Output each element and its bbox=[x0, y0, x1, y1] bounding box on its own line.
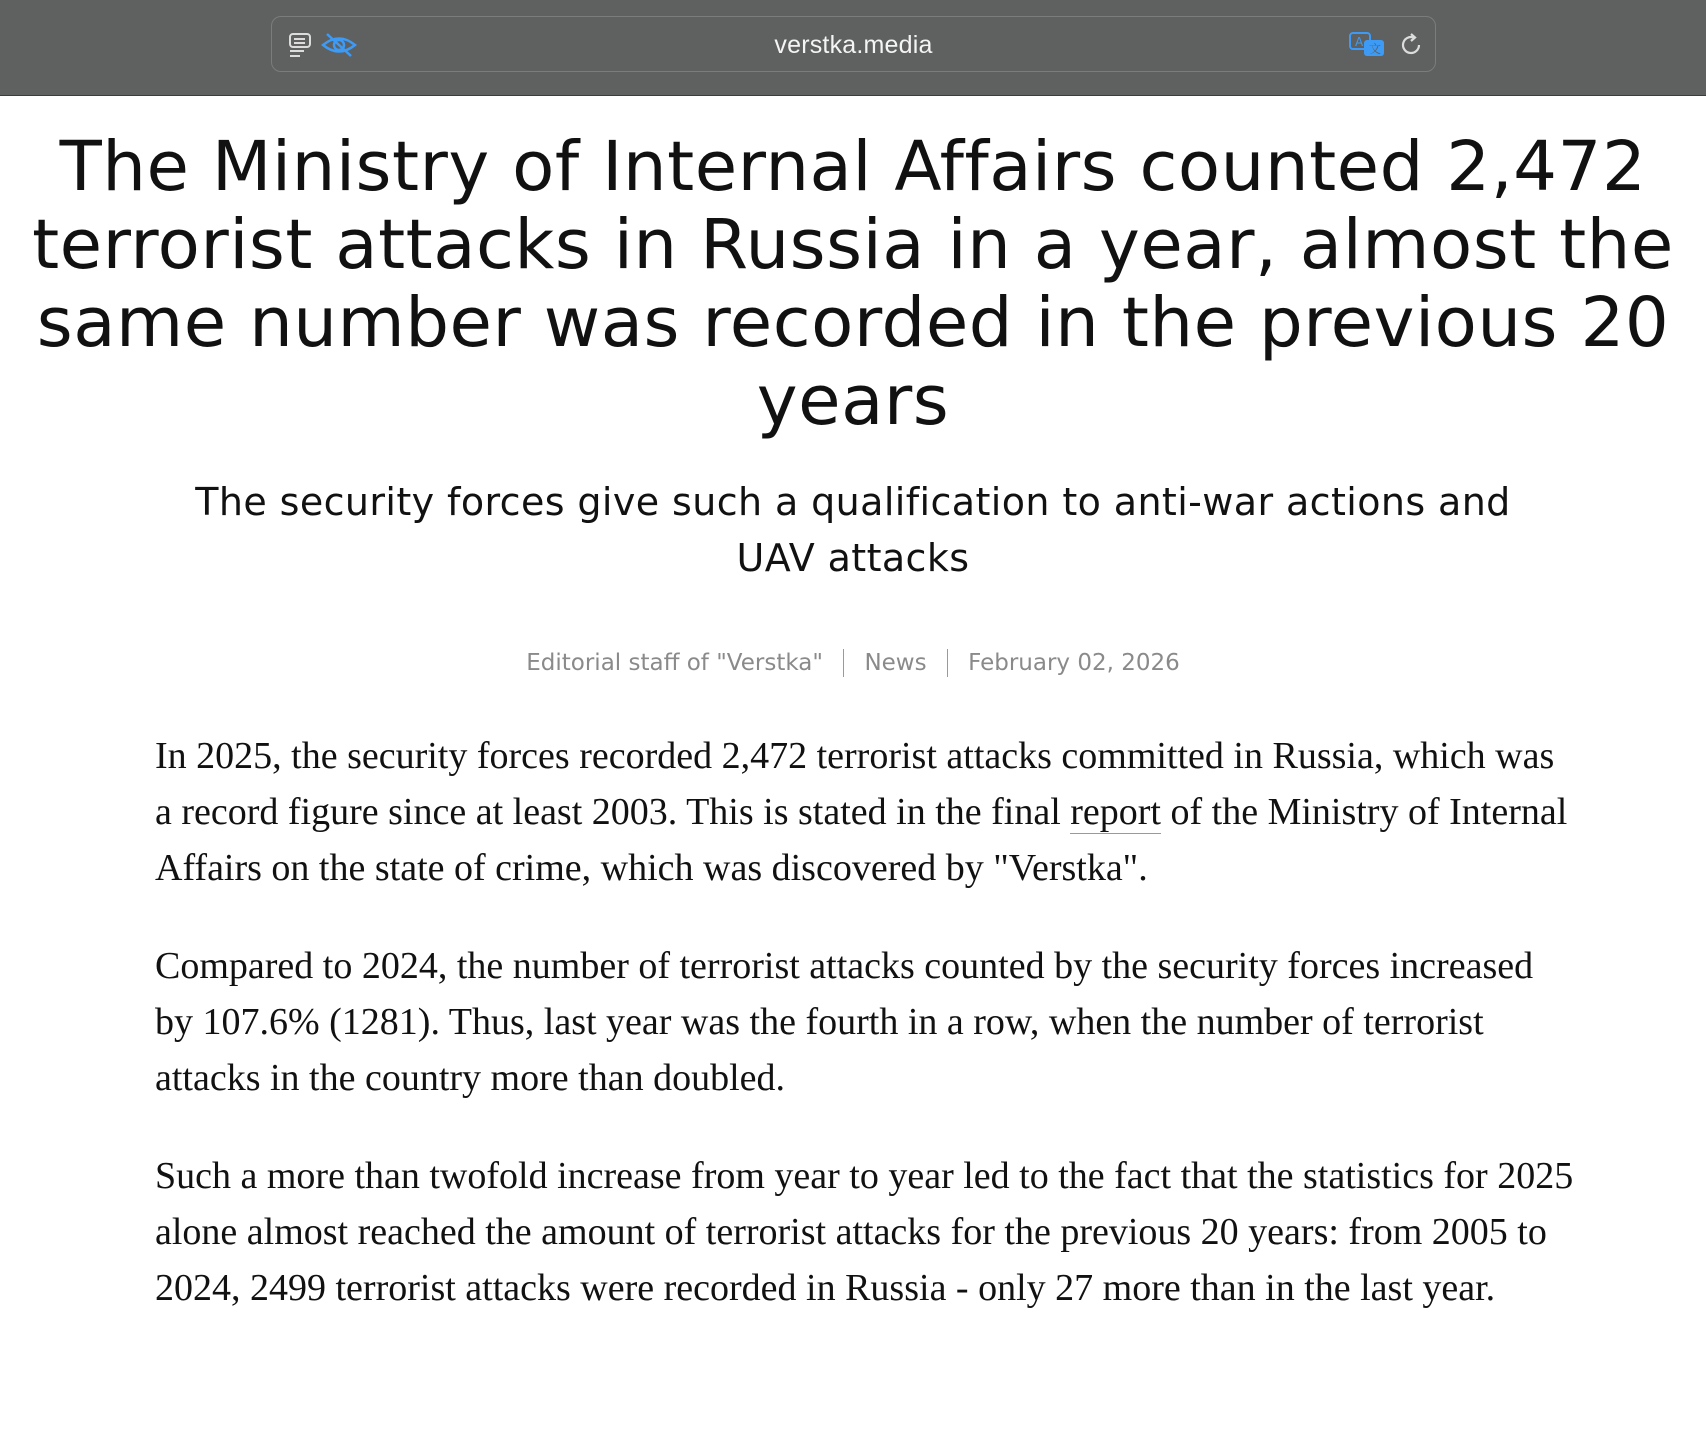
browser-toolbar bbox=[0, 0, 1706, 96]
translate-icon[interactable] bbox=[1348, 31, 1388, 59]
svg-text:A: A bbox=[1355, 35, 1364, 49]
paragraph-1 bbox=[155, 728, 1575, 896]
reload-icon[interactable] bbox=[1396, 31, 1426, 59]
paragraph-text: In 2025, the security forces recorded 2,472 terrorist attacks committed in Russia, which was a record figure since at least 2003. This is stated in the final bbox=[155, 735, 1555, 833]
meta-author[interactable]: Editorial staff of "Verstka" bbox=[526, 650, 823, 676]
meta-divider bbox=[947, 649, 949, 677]
paragraph-text: of the Ministry of Internal Affairs on the state of crime, which was discovered by "Verstka". bbox=[155, 791, 1568, 889]
url-text[interactable]: verstka.media bbox=[774, 30, 933, 59]
meta-divider bbox=[843, 649, 845, 677]
address-bar[interactable] bbox=[271, 16, 1436, 72]
report-link[interactable]: report bbox=[1070, 791, 1161, 833]
article bbox=[0, 96, 1706, 1358]
article-body bbox=[155, 728, 1575, 1316]
article-meta bbox=[0, 648, 1706, 678]
meta-date: February 02, 2026 bbox=[968, 650, 1180, 676]
article-subtitle: The security forces give such a qualification to anti-war actions and UAV attacks bbox=[195, 480, 1511, 580]
svg-text:文: 文 bbox=[1369, 42, 1382, 56]
meta-category[interactable]: News bbox=[864, 650, 927, 676]
paragraph-3: Such a more than twofold increase from year to year led to the fact that the statistics for 2025 alone almost reached the amount of terrorist attacks for the previous 20 years: from 2005 to 2024, 2499 terrorist attacks were recorded in Russia - only 27 more than in the last year. bbox=[155, 1155, 1574, 1309]
paragraph-2: Compared to 2024, the number of terrorist attacks counted by the security forces increased by 107.6% (1281). Thus, last year was the fourth in a row, when the number of terrorist attacks in the country more than doubled. bbox=[155, 945, 1534, 1099]
article-title: The Ministry of Internal Affairs counted 2,472 terrorist attacks in Russia in a year, almost the same number was recorded in the previous 20 years bbox=[32, 127, 1674, 441]
